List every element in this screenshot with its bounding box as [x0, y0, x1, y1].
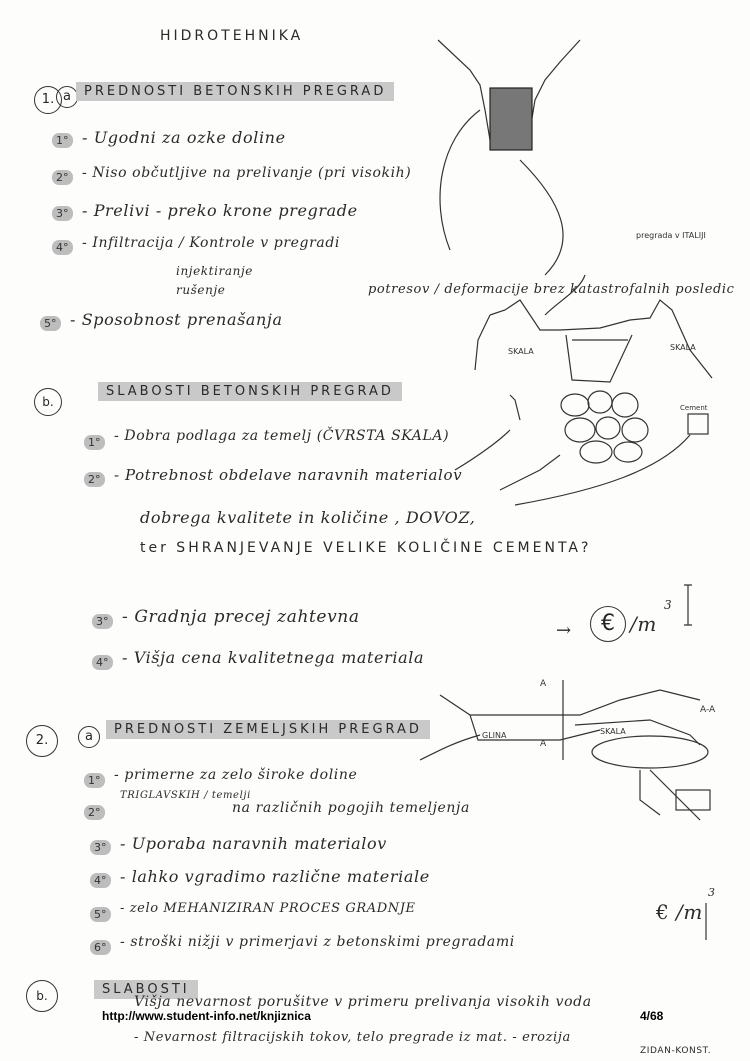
s1-item-5-text: - Sposobnost prenašanja [70, 310, 283, 329]
s2-item-6-bullet: 6° [90, 940, 111, 955]
s1b-item-2-bullet: 2° [84, 472, 105, 487]
s1-item-4-sub-1: injektiranje [176, 264, 253, 278]
s1-item-2-bullet: 2° [52, 170, 73, 185]
sketch-label-cement: Cement [680, 404, 708, 412]
s2-item-4-text: - lahko vgradimo različne materiale [120, 867, 430, 886]
s1b-item-4-bullet: 4° [92, 655, 113, 670]
sketch-label-skala-right: SKALA [670, 343, 696, 352]
s2b-item-1-text: Višja nevarnost porušitve v primeru prelivanja visokih voda [134, 994, 592, 1010]
s1b-item-2-line-2: dobrega kvalitete in količine , DOVOZ, [140, 508, 476, 527]
section-1b-heading: SLABOSTI BETONSKIH PREGRAD [98, 382, 402, 401]
sketch-label-a-bottom: A [540, 739, 547, 749]
s1-item-5-extra: potresov / deformacije brez katastrofalnih posledic [368, 282, 735, 297]
s2-item-1-bullet: 1° [84, 773, 105, 788]
sketch-label-aa: A-A [700, 705, 716, 715]
s1-euro-symbol: € [590, 606, 626, 642]
section-1a-letter: a [56, 86, 78, 108]
s2b-item-2-text: - Nevarnost filtracijskih tokov, telo pregrade iz mat. - erozija [134, 1030, 571, 1045]
section-2-number: 2. [26, 725, 58, 757]
s2-item-3-bullet: 3° [90, 840, 111, 855]
sketch-label-italy: pregrada v ITALIJI [636, 231, 706, 240]
s2-euro-symbol: € [656, 900, 670, 924]
s2-item-1-text: - primerne za zelo široke doline [114, 767, 358, 783]
s2-cost-exp: 3 [708, 886, 716, 899]
s1-cost-per: /m [630, 612, 657, 636]
s2-cost-per: /m [676, 900, 703, 924]
s1b-item-1-bullet: 1° [84, 435, 105, 450]
s1-item-5-bullet: 5° [40, 316, 61, 331]
s1-cost-arrow: → [556, 620, 572, 641]
sketch-label-glina: GLINA [482, 731, 507, 740]
s1b-item-4-text: - Višja cena kvalitetnega materiala [122, 648, 425, 667]
section-1a-heading: PREDNOSTI BETONSKIH PREGRAD [76, 82, 394, 101]
s2-item-4-bullet: 4° [90, 873, 111, 888]
s2-item-6-text: - stroški nižji v primerjavi z betonskimi pregradami [120, 934, 515, 950]
s2-item-2-above: TRIGLAVSKIH / temelji [120, 790, 251, 801]
s1b-item-2-line-3: ter SHRANJEVANJE VELIKE KOLIČINE CEMENTA? [140, 540, 592, 556]
s2-item-2-bullet: 2° [84, 805, 105, 820]
s2-item-3-text: - Uporaba naravnih materialov [120, 834, 387, 853]
corner-note: ZIDAN-KONST. [640, 1046, 712, 1056]
sketch-label-a-top: A [540, 679, 547, 689]
s1-item-4-sub-2: rušenje [176, 283, 226, 297]
s1-item-1-bullet: 1° [52, 133, 73, 148]
s1-item-2-text: - Niso občutljive na prelivanje (pri visokih) [82, 165, 412, 181]
s1b-item-3-text: - Gradnja precej zahtevna [122, 607, 360, 627]
section-1-number: 1. [34, 86, 62, 114]
page-title: HIDROTEHNIKA [160, 28, 304, 44]
s2-item-5-text: - zelo MEHANIZIRAN PROCES GRADNJE [120, 901, 416, 916]
s2-item-5-bullet: 5° [90, 907, 111, 922]
s1-item-1-text: - Ugodni za ozke doline [82, 128, 286, 147]
s2-item-2-text: na različnih pogojih temeljenja [232, 800, 470, 816]
s1b-item-1-text: - Dobra podlaga za temelj (ČVRSTA SKALA) [114, 428, 450, 444]
s1-cost-exp: 3 [664, 598, 673, 612]
section-2a-heading: PREDNOSTI ZEMELJSKIH PREGRAD [106, 720, 430, 739]
page-number: 4/68 [640, 1009, 664, 1023]
s1b-item-2-text: - Potrebnost obdelave naravnih materialov [114, 466, 463, 484]
section-2a-letter: a [78, 726, 100, 748]
sketch-label-skala-left: SKALA [508, 347, 534, 356]
s1-item-4-bullet: 4° [52, 240, 73, 255]
section-1b-letter: b. [34, 388, 62, 416]
s1-item-3-bullet: 3° [52, 206, 73, 221]
sketch-label-skala-2: SKALA [600, 727, 626, 736]
s1b-item-3-bullet: 3° [92, 614, 113, 629]
s1-item-4-text: - Infiltracija / Kontrole v pregradi [82, 235, 340, 251]
section-2b-heading: SLABOSTI [94, 980, 198, 999]
section-2b-letter: b. [26, 980, 58, 1012]
s1-item-3-text: - Prelivi - preko krone pregrade [82, 201, 358, 220]
footer-url[interactable]: http://www.student-info.net/knjiznica [102, 1009, 311, 1023]
